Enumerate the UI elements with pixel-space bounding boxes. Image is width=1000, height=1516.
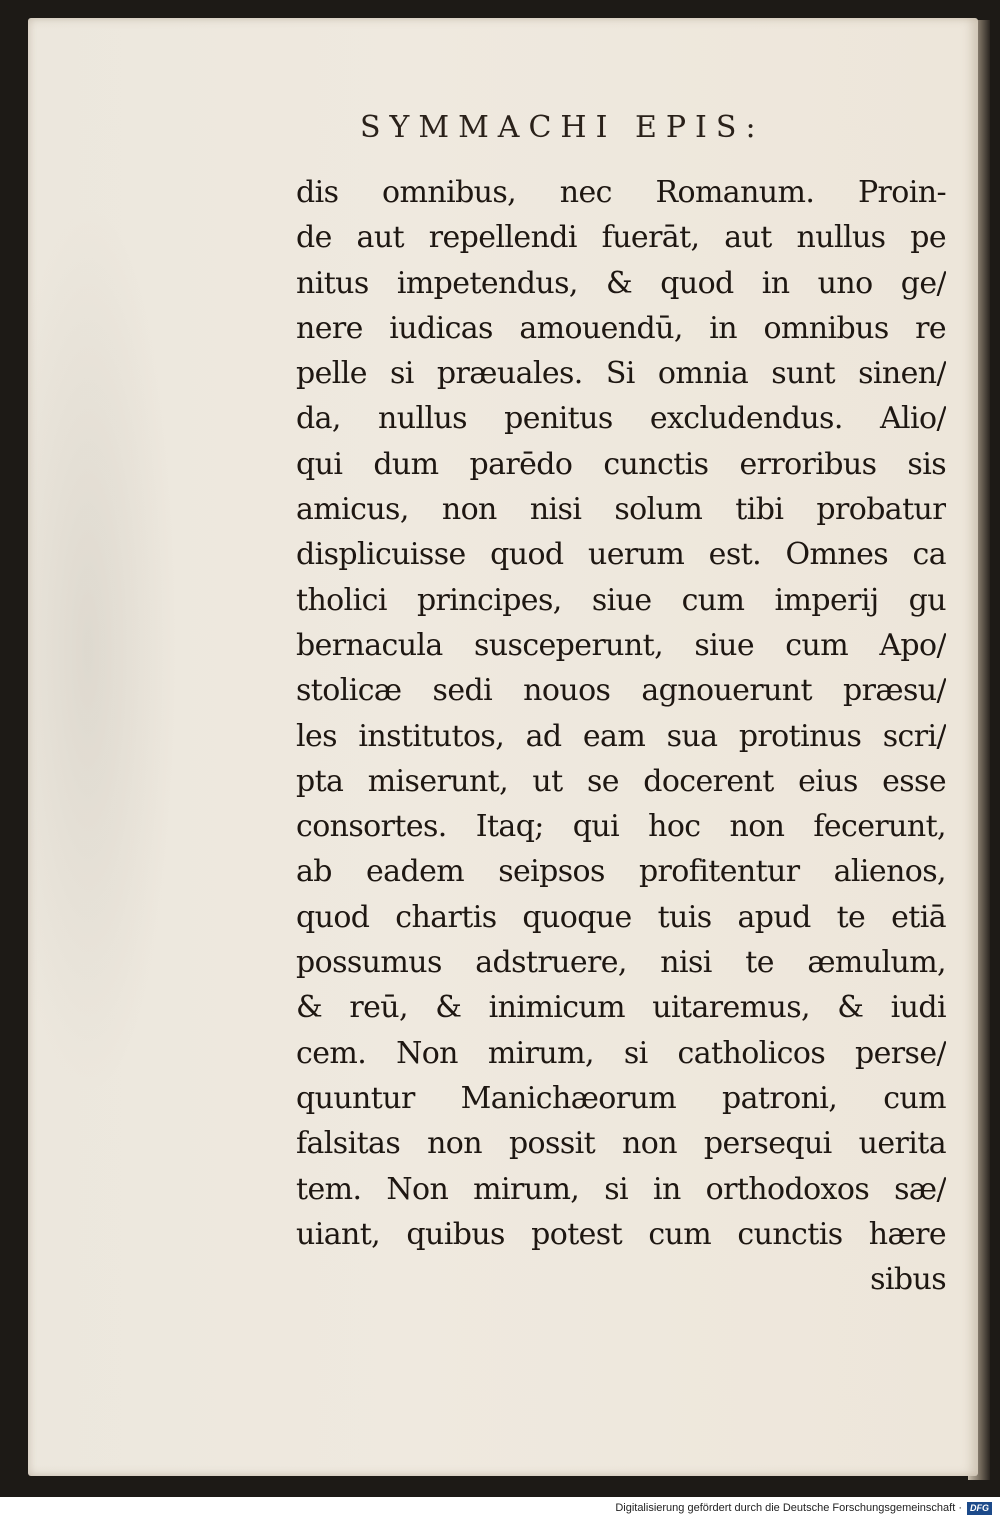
text-line: qui dum parēdo cunctis erroribus sis	[296, 446, 946, 482]
text-line: cem. Non mirum, si catholicos perse/	[296, 1035, 946, 1071]
text-line: amicus, non nisi solum tibi probatur	[296, 492, 946, 528]
text-line: pelle si præuales. Si omnia sunt sinen/	[296, 356, 946, 392]
text-line: quod chartis quoque tuis apud te etiā	[296, 899, 946, 935]
text-line: tholici principes, siue cum imperij gu	[296, 582, 946, 618]
running-head: SYMMACHI EPIS:	[360, 110, 765, 145]
text-line: stolicæ sedi nouos agnouerunt præsu/	[296, 673, 946, 709]
text-line: tem. Non mirum, si in orthodoxos sæ/	[296, 1171, 946, 1207]
text-line: possumus adstruere, nisi te æmulum,	[296, 945, 946, 981]
text-line: ab eadem seipsos profitentur alienos,	[296, 854, 946, 890]
text-line: falsitas non possit non persequi uerita	[296, 1126, 946, 1162]
dfg-logo: DFG	[967, 1502, 992, 1515]
footer-credit: Digitalisierung gefördert durch die Deutsche Forschungsgemeinschaft ·	[615, 1502, 962, 1514]
text-line: nitus impetendus, & quod in uno ge/	[296, 265, 946, 301]
text-line: sibus	[870, 1262, 946, 1298]
text-line: uiant, quibus potest cum cunctis hære	[296, 1216, 946, 1252]
text-line: nere iudicas amouendū, in omnibus re	[296, 310, 946, 346]
text-line: & reū, & inimicum uitaremus, & iudi	[296, 990, 946, 1026]
text-line: bernacula susceperunt, siue cum Apo/	[296, 627, 946, 663]
text-line: les institutos, ad eam sua protinus scri/	[296, 718, 946, 754]
text-line: da, nullus penitus excludendus. Alio/	[296, 401, 946, 437]
text-line: displicuisse quod uerum est. Omnes ca	[296, 537, 946, 573]
paper-stain	[28, 200, 178, 1100]
text-line: pta miserunt, ut se docerent eius esse	[296, 763, 946, 799]
text-line: consortes. Itaq; qui hoc non fecerunt,	[296, 809, 946, 845]
footer-credit-bar	[0, 1500, 1000, 1516]
text-line: dis omnibus, nec Romanum. Proin-	[296, 175, 946, 210]
text-line: quuntur Manichæorum patroni, cum	[296, 1080, 946, 1116]
text-block	[296, 170, 946, 1302]
text-line: de aut repellendi fuerāt, aut nullus pe	[296, 220, 946, 256]
